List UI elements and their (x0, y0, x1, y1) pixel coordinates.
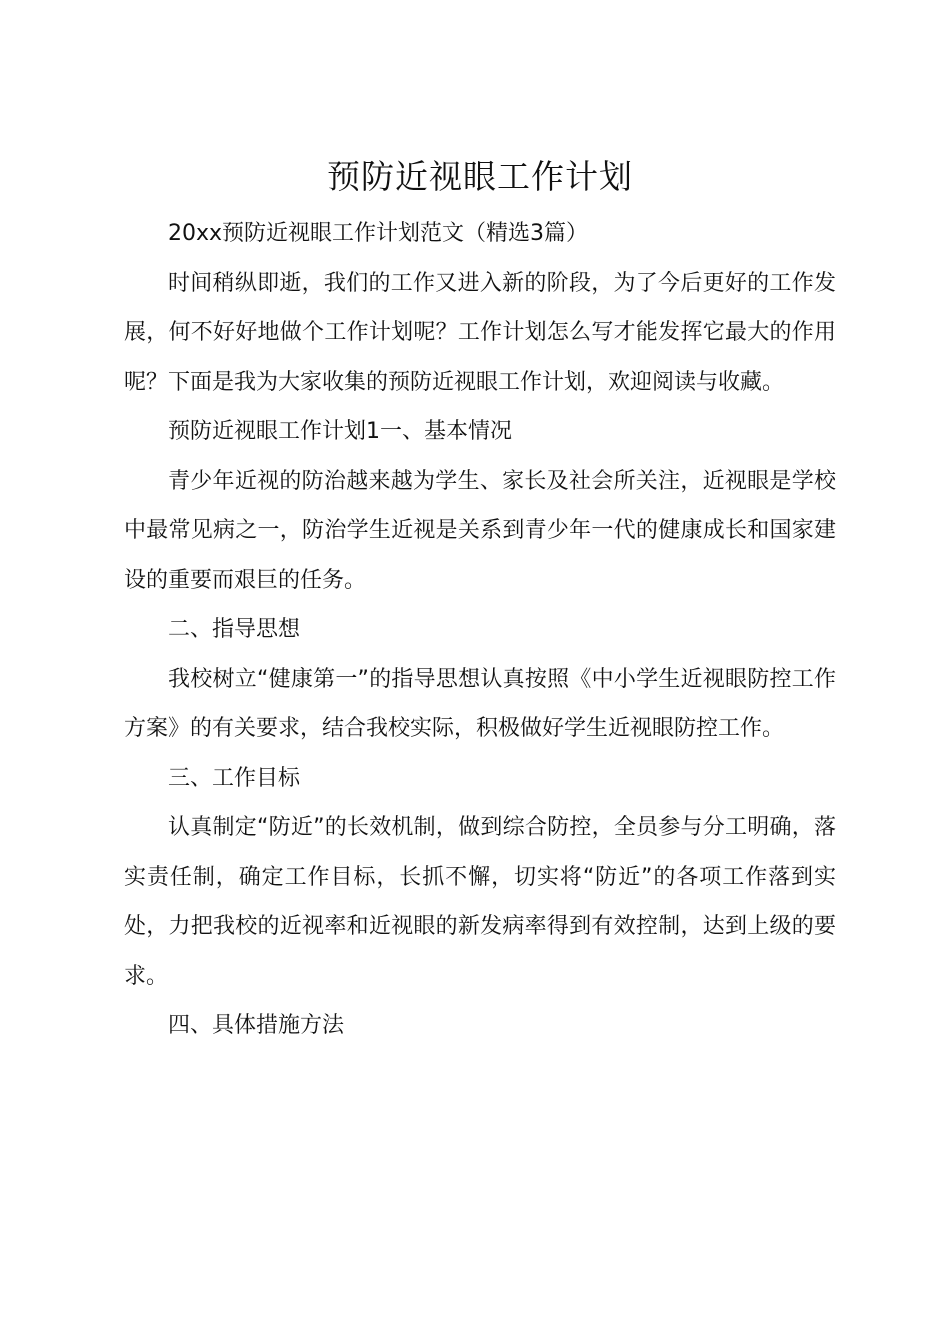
section-heading-basic-situation: 预防近视眼工作计划1一、基本情况 (168, 419, 512, 444)
section-heading-guiding-thought: 二、指导思想 (168, 617, 301, 642)
intro-paragraph: 时间稍纵即逝，我们的工作又进入新的阶段，为了今后更好的工作发展，何不好好地做个工作计划呢？工作计划怎么写才能发挥它最大的作用呢？下面是我为大家收集的预防近视眼工作计划，欢迎阅读与收藏。 (124, 270, 836, 395)
section-body-guiding-thought: 我校树立“健康第一”的指导思想认真按照《中小学生近视眼防控工作方案》的有关要求，结合我校实际，积极做好学生近视眼防控工作。 (124, 666, 836, 741)
section-body-work-goals: 认真制定“防近”的长效机制，做到综合防控，全员参与分工明确，落实责任制，确定工作目标，长抓不懈，切实将“防近”的各项工作落到实处，力把我校的近视率和近视眼的新发病率得到有效控制，达到上级的要求。 (124, 815, 836, 989)
section-heading-work-goals: 三、工作目标 (168, 765, 301, 791)
document-subtitle: 20xx预防近视眼工作计划范文（精选3篇） (168, 221, 589, 246)
section-heading-specific-measures: 四、具体措施方法 (168, 1013, 345, 1038)
document-content (124, 148, 836, 1051)
document-title: 预防近视眼工作计划 (327, 157, 633, 196)
section-body-basic-situation: 青少年近视的防治越来越为学生、家长及社会所关注，近视眼是学校中最常见病之一，防治学生近视是关系到青少年一代的健康成长和国家建设的重要而艰巨的任务。 (124, 468, 836, 593)
